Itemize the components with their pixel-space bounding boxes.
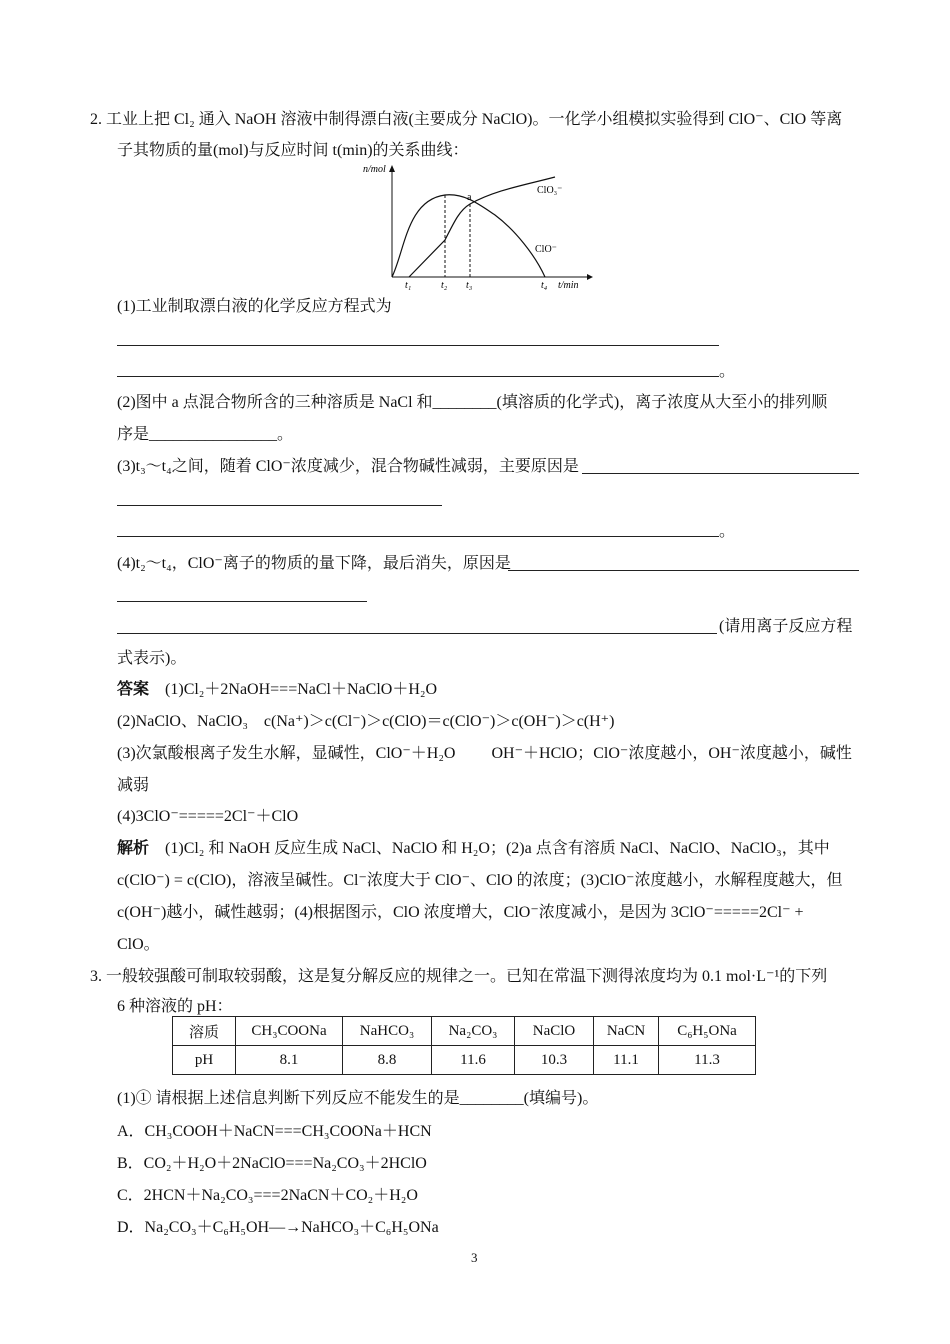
curve-clo3-label: ClO₃⁻ [537,185,563,196]
tick-t4: t₄ [541,280,548,290]
analysis-text: (1)Cl₂ 和 NaOH 反应生成 NaCl、NaClO 和 H₂O；(2)a 点含有溶质 NaCl、NaClO、NaClO₃，其中 [165,840,830,857]
answer-blank[interactable] [117,345,719,346]
table-cell: 11.3 [659,1046,756,1075]
answer-blank[interactable] [508,570,859,571]
answer-blank[interactable] [117,376,719,377]
q3-part1: (1)① 请根据上述信息判断下列反应不能发生的是________(填编号)。 [117,1090,599,1107]
table-cell: 溶质 [173,1017,236,1046]
q2-part4-tail: (请用离子反应方程 [719,618,853,635]
table-cell: 11.1 [594,1046,659,1075]
answer-blank[interactable] [117,633,717,634]
answer-blank[interactable] [582,473,859,474]
table-row [173,1046,756,1075]
option-b: B．CO₂＋H₂O＋2NaClO===Na₂CO₃＋2HClO [117,1155,427,1172]
tick-t2: t₂ [441,280,448,290]
analysis-line4: ClO。 [117,936,160,953]
answer-1: (1)Cl₂＋2NaOH===NaCl＋NaClO＋H₂O [165,681,438,698]
curve-clo-label: ClO⁻ [535,244,557,255]
curve-clo3 [409,177,555,277]
table-cell: 8.1 [236,1046,343,1075]
q2-part4-end: 式表示)。 [117,650,187,667]
table-cell: 11.6 [432,1046,515,1075]
q2-stem-line2: 子其物质的量(mol)与反应时间 t(min)的关系曲线： [117,142,469,159]
answer-3-line2: 减弱 [117,777,150,794]
table-cell: C₆H₅ONa [659,1017,756,1046]
page-number: 3 [471,1250,478,1265]
answer-2: (2)NaClO、NaClO₃ c(Na⁺)＞c(Cl⁻)＞c(ClO)＝c(ClO⁻)＞c(OH⁻)＞c(H⁺) [117,713,615,730]
tick-t3: t₃ [466,280,473,290]
point-a-label: a [467,192,472,203]
table-cell: NaClO [515,1017,594,1046]
table-cell: Na₂CO₃ [432,1017,515,1046]
table-cell: pH [173,1046,236,1075]
x-axis-label: t/min [558,280,579,290]
analysis-line2: c(ClO⁻) = c(ClO)，溶液呈碱性。Cl⁻浓度大于 ClO⁻、ClO 的浓度；(3)ClO⁻浓度越小，水解程度越大，但 [117,872,843,889]
curve-clo [392,195,545,277]
answer-blank[interactable] [117,505,442,506]
table-header-row [173,1017,756,1046]
table-cell: 8.8 [343,1046,432,1075]
q2-part2-line1: (2)图中 a 点混合物所含的三种溶质是 NaCl 和________(填溶质的化学式)，离子浓度从大至小的排列顺 [117,394,828,411]
option-a: A．CH₃COOH＋NaCN===CH₃COONa＋HCN [117,1123,432,1140]
option-d: D．Na₂CO₃＋C₆H₅OH—→NaHCO₃＋C₆H₅ONa [117,1219,439,1236]
q2-part4: (4)t₂～t₄，ClO⁻离子的物质的量下降，最后消失，原因是 [117,555,511,572]
option-c: C．2HCN＋Na₂CO₃===2NaCN＋CO₂＋H₂O [117,1187,418,1204]
analysis-label: 解析 [117,840,150,857]
y-axis-arrow [389,165,395,172]
answer-3-line1: (3)次氯酸根离子发生水解，显碱性，ClO⁻＋H₂O OH⁻＋HClO；ClO⁻浓度越小，OH⁻浓度越小，碱性 [117,745,852,762]
table-cell: CH₃COONa [236,1017,343,1046]
answer-label: 答案 [117,681,150,698]
q2-part3: (3)t₃～t₄之间，随着 ClO⁻浓度减少，混合物碱性减弱，主要原因是 [117,458,579,475]
ion-amount-graph [355,160,605,290]
y-axis-label: n/mol [363,164,386,175]
answer-blank[interactable] [117,601,367,602]
q3-stem-line1: 3. 一般较强酸可制取较弱酸，这是复分解反应的规律之一。已知在常温下测得浓度均为 0.1 mol·L⁻¹的下列 [90,968,828,985]
analysis-line3: c(OH⁻)越小，碱性越弱；(4)根据图示，ClO 浓度增大，ClO⁻浓度减小，是因为 3ClO⁻=====2Cl⁻ + [117,904,804,921]
answer-line1 [117,680,437,700]
q2-part2-line2: 序是________________。 [117,426,294,443]
answer-blank[interactable] [117,536,719,537]
table-cell: NaCN [594,1017,659,1046]
end-mark: 。 [719,523,736,540]
tick-t1: t₁ [405,280,412,290]
table-cell: 10.3 [515,1046,594,1075]
analysis-line1 [117,839,830,859]
table-cell: NaHCO₃ [343,1017,432,1046]
ph-table [172,1016,756,1075]
answer-4: (4)3ClO⁻=====2Cl⁻＋ClO [117,808,299,825]
end-mark: 。 [719,363,736,380]
q2-stem-line1: 2. 工业上把 Cl₂ 通入 NaOH 溶液中制得漂白液(主要成分 NaClO)。一化学小组模拟实验得到 ClO⁻、ClO 等离 [90,111,843,128]
q3-stem-line2: 6 种溶液的 pH： [117,998,233,1015]
x-axis-arrow [587,274,593,280]
q2-part1: (1)工业制取漂白液的化学反应方程式为 [117,298,392,315]
